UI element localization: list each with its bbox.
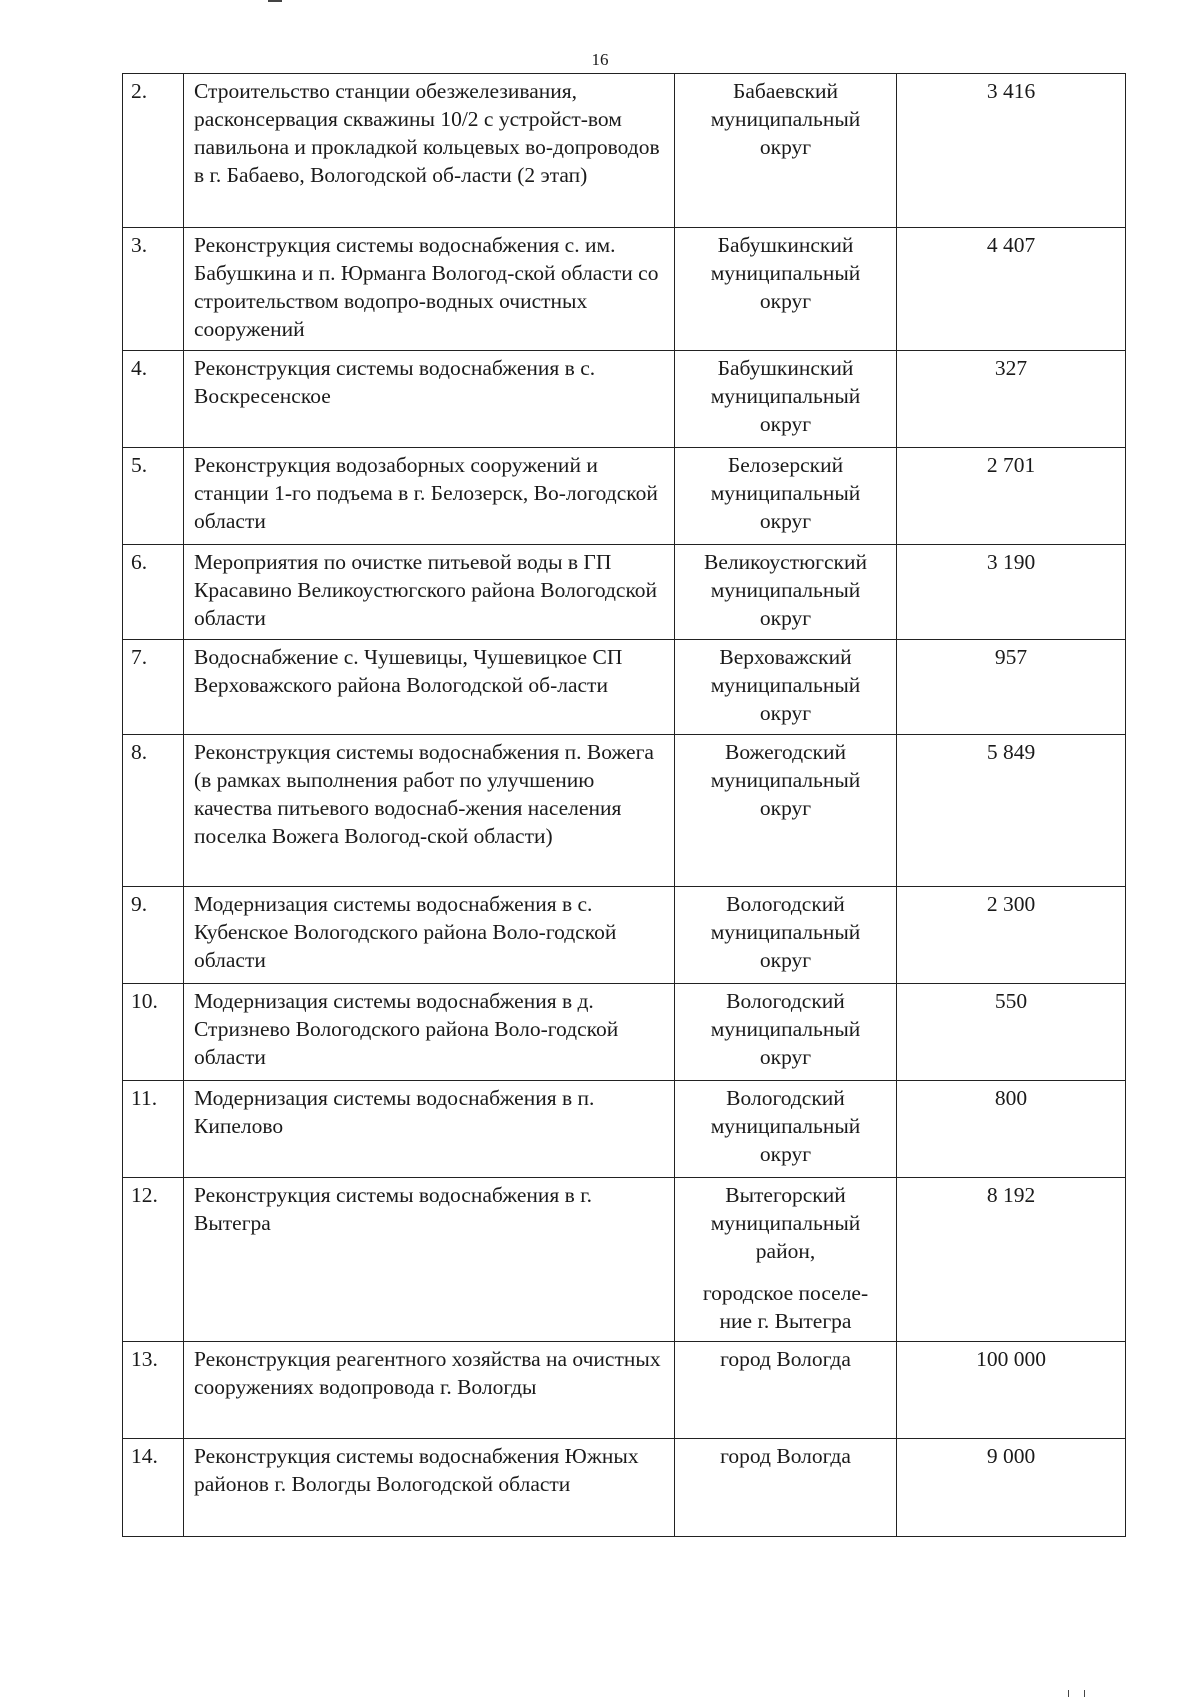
municipality-line: Бабаевский	[733, 79, 838, 103]
scan-mark	[1068, 1690, 1069, 1697]
municipality	[675, 640, 897, 735]
municipality-line: Вожегодский	[724, 740, 847, 764]
amount: 957	[897, 640, 1126, 735]
row-number: 4.	[123, 351, 184, 448]
project-name: Мероприятия по очистке питьевой воды в ГП Красавино Великоустюгского района Вологодской области	[184, 545, 675, 640]
amount: 9 000	[897, 1439, 1126, 1537]
project-name: Строительство станции обезжелезивания, расконсервация скважины 10/2 с устройст-вом павильона и прокладкой кольцевых во-допроводов в г. Бабаево, Вологодской об-ласти (2 этап)	[184, 74, 675, 228]
table-row	[123, 545, 1126, 640]
amount: 3 190	[897, 545, 1126, 640]
amount: 3 416	[897, 74, 1126, 228]
municipality	[675, 735, 897, 887]
project-name: Реконструкция реагентного хозяйства на очистных сооружениях водопровода г. Вологды	[184, 1342, 675, 1439]
municipality-line: муниципальный	[710, 481, 861, 505]
project-name: Модернизация системы водоснабжения в п. Кипелово	[184, 1081, 675, 1178]
municipality-line: Вытегорский	[725, 1183, 846, 1207]
municipality-line: округ	[759, 606, 812, 630]
municipality-line: муниципальный	[710, 920, 861, 944]
table-row	[123, 640, 1126, 735]
projects-table-body	[123, 74, 1126, 1537]
project-name: Реконструкция системы водоснабжения Южных районов г. Вологды Вологодской области	[184, 1439, 675, 1537]
municipality	[675, 887, 897, 984]
row-number: 9.	[123, 887, 184, 984]
row-number: 14.	[123, 1439, 184, 1537]
municipality-line: Бабушкинский	[717, 356, 854, 380]
table-row	[123, 74, 1126, 228]
municipality-line: район,	[755, 1239, 816, 1263]
project-name: Реконструкция системы водоснабжения п. Вожега (в рамках выполнения работ по улучшению качества питьевого водоснаб-жения населения поселка Вожега Вологод-ской области)	[184, 735, 675, 887]
municipality-line: муниципальный	[710, 768, 861, 792]
amount: 327	[897, 351, 1126, 448]
municipality	[675, 228, 897, 351]
row-number: 12.	[123, 1178, 184, 1342]
row-number: 2.	[123, 74, 184, 228]
municipality-line: Вологодский	[726, 1086, 845, 1110]
scan-mark	[1084, 1690, 1085, 1697]
amount: 2 701	[897, 448, 1126, 545]
municipality-line: округ	[759, 701, 812, 725]
row-number: 6.	[123, 545, 184, 640]
row-number: 5.	[123, 448, 184, 545]
municipality-gap	[679, 1265, 892, 1279]
municipality	[675, 1081, 897, 1178]
municipality-line: муниципальный	[710, 261, 861, 285]
municipality-line: округ	[759, 135, 812, 159]
municipality-line: муниципальный	[710, 1211, 861, 1235]
amount: 550	[897, 984, 1126, 1081]
table-row	[123, 228, 1126, 351]
row-number: 10.	[123, 984, 184, 1081]
project-name: Модернизация системы водоснабжения в с. Кубенское Вологодского района Воло-годской области	[184, 887, 675, 984]
row-number: 13.	[123, 1342, 184, 1439]
municipality-line: округ	[759, 1142, 812, 1166]
amount: 5 849	[897, 735, 1126, 887]
municipality-line: ние г. Вытегра	[719, 1309, 852, 1333]
project-name: Реконструкция водозаборных сооружений и станции 1-го подъема в г. Белозерск, Во-логодской области	[184, 448, 675, 545]
table-row	[123, 1439, 1126, 1537]
municipality	[675, 1342, 897, 1439]
project-name: Водоснабжение с. Чушевицы, Чушевицкое СП Верховажского района Вологодской об-ласти	[184, 640, 675, 735]
municipality-line: муниципальный	[710, 1017, 861, 1041]
municipality-line: муниципальный	[710, 578, 861, 602]
municipality-line: городское поселе-	[702, 1281, 869, 1305]
municipality-line: Вологодский	[726, 989, 845, 1013]
project-name: Реконструкция системы водоснабжения в г. Вытегра	[184, 1178, 675, 1342]
municipality-line: Белозерский	[727, 453, 844, 477]
table-row	[123, 1081, 1126, 1178]
municipality-line: округ	[759, 796, 812, 820]
row-number: 8.	[123, 735, 184, 887]
projects-table	[122, 73, 1126, 1537]
municipality-line: Верховажский	[719, 645, 852, 669]
municipality	[675, 448, 897, 545]
table-row	[123, 887, 1126, 984]
municipality-line: муниципальный	[710, 107, 861, 131]
municipality-line: город Вологда	[720, 1444, 851, 1468]
municipality-line: округ	[759, 412, 812, 436]
amount: 4 407	[897, 228, 1126, 351]
municipality	[675, 74, 897, 228]
amount: 8 192	[897, 1178, 1126, 1342]
municipality-line: Вологодский	[726, 892, 845, 916]
amount: 800	[897, 1081, 1126, 1178]
scan-mark	[268, 0, 282, 2]
municipality	[675, 1439, 897, 1537]
table-row	[123, 448, 1126, 545]
amount: 100 000	[897, 1342, 1126, 1439]
municipality-line: муниципальный	[710, 384, 861, 408]
municipality	[675, 1178, 897, 1342]
project-name: Модернизация системы водоснабжения в д. Стризнево Вологодского района Воло-годской области	[184, 984, 675, 1081]
page-number: 16	[591, 50, 609, 69]
municipality-line: округ	[759, 948, 812, 972]
row-number: 3.	[123, 228, 184, 351]
table-row	[123, 1178, 1126, 1342]
municipality	[675, 351, 897, 448]
table-row	[123, 984, 1126, 1081]
table-row	[123, 1342, 1126, 1439]
municipality-line: Бабушкинский	[717, 233, 854, 257]
table-row	[123, 735, 1126, 887]
municipality-line: город Вологда	[720, 1347, 851, 1371]
municipality-line: округ	[759, 509, 812, 533]
municipality-line: муниципальный	[710, 1114, 861, 1138]
municipality	[675, 984, 897, 1081]
municipality-line: округ	[759, 1045, 812, 1069]
row-number: 7.	[123, 640, 184, 735]
municipality-line: округ	[759, 289, 812, 313]
project-name: Реконструкция системы водоснабжения в с. Воскресенское	[184, 351, 675, 448]
municipality-line: муниципальный	[710, 673, 861, 697]
table-row	[123, 351, 1126, 448]
amount: 2 300	[897, 887, 1126, 984]
municipality	[675, 545, 897, 640]
municipality-line: Великоустюгский	[704, 550, 867, 574]
project-name: Реконструкция системы водоснабжения с. им. Бабушкина и п. Юрманга Вологод-ской области со строительством водопро-водных очистных сооружений	[184, 228, 675, 351]
row-number: 11.	[123, 1081, 184, 1178]
